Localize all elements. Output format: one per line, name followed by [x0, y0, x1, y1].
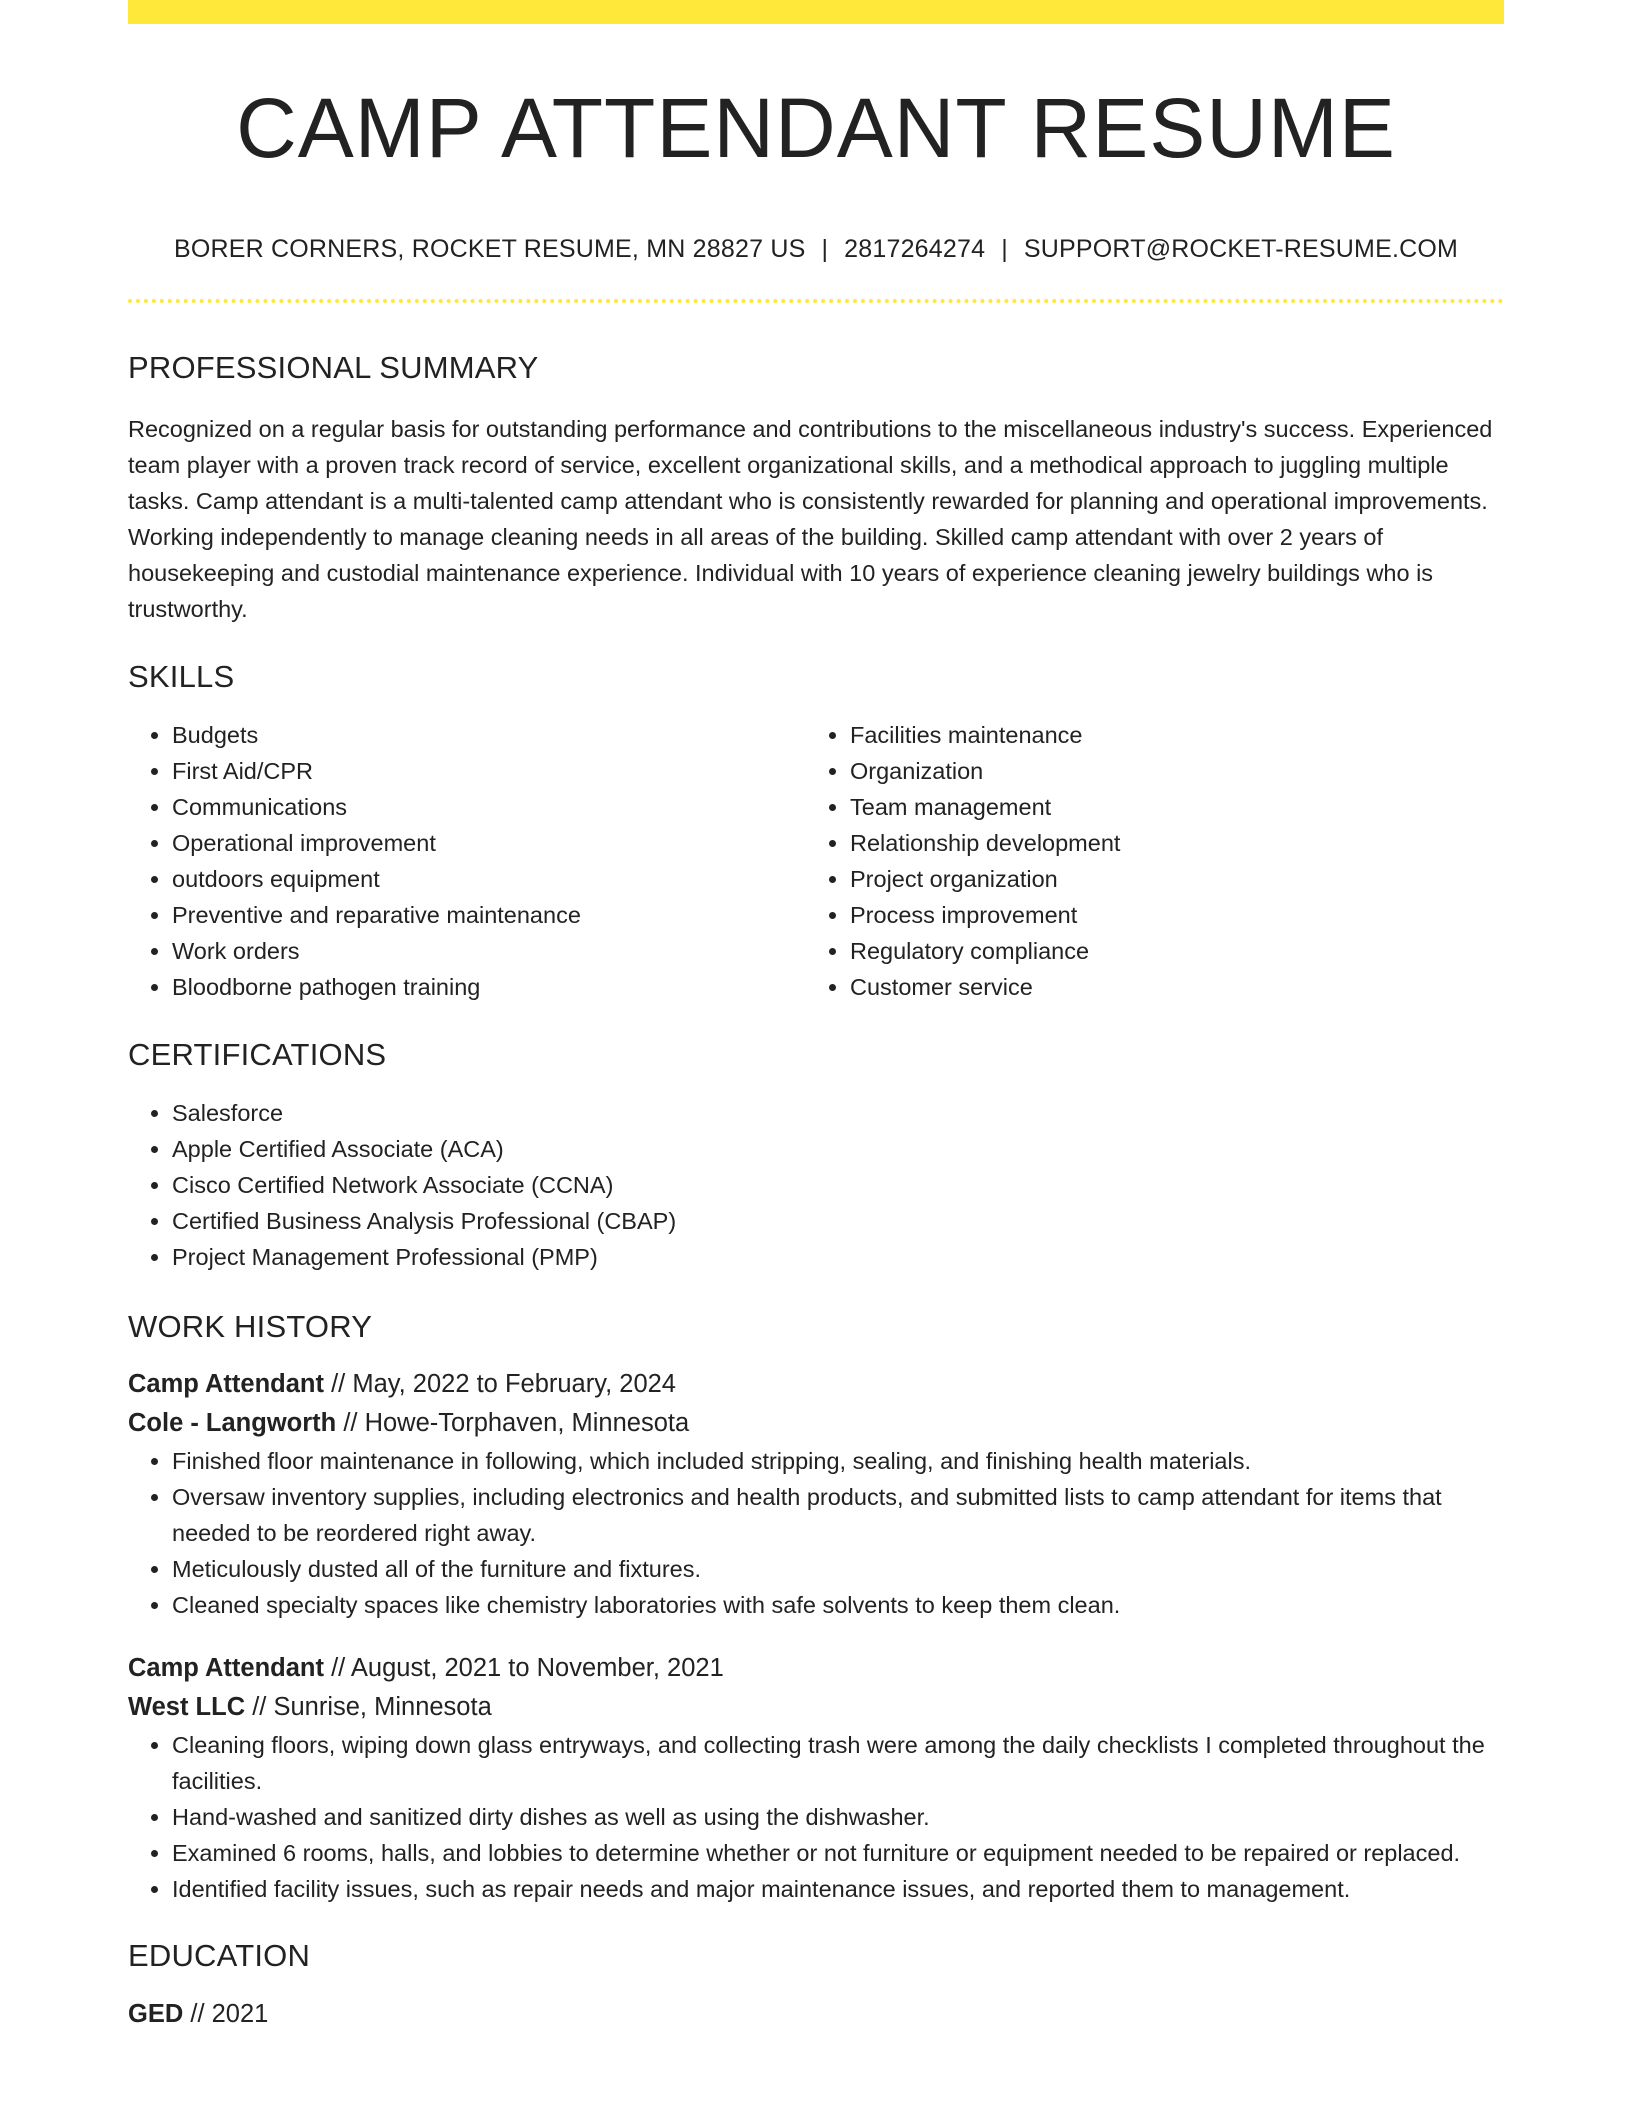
- skill-item: • Regulatory compliance: [850, 933, 1484, 969]
- education-degree: GED: [128, 2000, 184, 2028]
- resume-title: CAMP ATTENDANT RESUME: [236, 81, 1396, 175]
- job-bullet: • Oversaw inventory supplies, including electronics and health products, and submitted lists to camp attendant for items that needed to be reordered right away.: [172, 1479, 1504, 1551]
- education-heading: EDUCATION: [128, 1938, 311, 1973]
- job-entry: [128, 1649, 1504, 1907]
- skill-item: • Budgets: [172, 717, 806, 753]
- education-year: // 2021: [190, 2000, 269, 2028]
- job-title-line: [128, 1649, 1504, 1688]
- skill-item: • Communications: [172, 789, 806, 825]
- job-bullet: • Meticulously dusted all of the furniture and fixtures.: [172, 1551, 1504, 1587]
- contact-line: [128, 237, 1504, 262]
- job-title: Camp Attendant: [128, 1370, 324, 1398]
- skills-list-left: [128, 717, 806, 1005]
- skills-heading: SKILLS: [128, 659, 235, 694]
- job-title: Camp Attendant: [128, 1654, 324, 1682]
- skill-item: • Project organization: [850, 861, 1484, 897]
- certification-item: • Cisco Certified Network Associate (CCNA): [172, 1167, 1504, 1203]
- contact-phone: 2817264274: [844, 235, 986, 263]
- job-dates: // August, 2021 to November, 2021: [331, 1654, 724, 1682]
- job-company: Cole - Langworth: [128, 1409, 337, 1437]
- certification-item: • Apple Certified Associate (ACA): [172, 1131, 1504, 1167]
- contact-email: SUPPORT@ROCKET-RESUME.COM: [1023, 235, 1459, 263]
- skills-column-left: [128, 717, 806, 1005]
- contact-address: BORER CORNERS, ROCKET RESUME, MN 28827 US: [173, 235, 806, 263]
- job-bullet: • Hand-washed and sanitized dirty dishes as well as using the dishwasher.: [172, 1799, 1504, 1835]
- certifications-list: [128, 1095, 1504, 1275]
- job-bullet: • Finished floor maintenance in following, which included stripping, sealing, and finishing health materials.: [172, 1443, 1504, 1479]
- skills-section: [128, 661, 1504, 1005]
- skill-item: • Operational improvement: [172, 825, 806, 861]
- work-history-heading: WORK HISTORY: [128, 1309, 373, 1344]
- job-company-line: [128, 1688, 1504, 1727]
- job-bullets: [128, 1727, 1504, 1907]
- contact-separator: |: [821, 235, 829, 263]
- skills-columns: [128, 717, 1504, 1005]
- jobs-list: [128, 1365, 1504, 1907]
- skill-item: • outdoors equipment: [172, 861, 806, 897]
- contact-separator: |: [1001, 235, 1008, 263]
- job-dates: // May, 2022 to February, 2024: [331, 1370, 676, 1398]
- job-bullet: • Cleaning floors, wiping down glass entryways, and collecting trash were among the daily checklists I completed throughout the facilities.: [172, 1727, 1504, 1799]
- skill-item: • Bloodborne pathogen training: [172, 969, 806, 1005]
- summary-heading: PROFESSIONAL SUMMARY: [128, 350, 539, 385]
- job-bullet: • Examined 6 rooms, halls, and lobbies to determine whether or not furniture or equipment needed to be repaired or replaced.: [172, 1835, 1504, 1871]
- skill-item: • Relationship development: [850, 825, 1484, 861]
- resume-page: [128, 0, 1504, 2034]
- certifications-section: [128, 1039, 1504, 1275]
- job-company-line: [128, 1404, 1504, 1443]
- job-company: West LLC: [128, 1693, 246, 1721]
- education-entry: [128, 1995, 1504, 2034]
- skill-item: • Process improvement: [850, 897, 1484, 933]
- accent-top-bar: [128, 0, 1504, 24]
- job-bullet: • Identified facility issues, such as repair needs and major maintenance issues, and reported them to management.: [172, 1871, 1504, 1907]
- education-section: [128, 1940, 1504, 2034]
- skill-item: • Organization: [850, 753, 1484, 789]
- skills-column-right: [806, 717, 1484, 1005]
- dotted-divider: [128, 299, 1504, 303]
- skill-item: • Customer service: [850, 969, 1484, 1005]
- job-location: // Howe-Torphaven, Minnesota: [343, 1409, 690, 1437]
- job-location: // Sunrise, Minnesota: [252, 1693, 492, 1721]
- certifications-heading: CERTIFICATIONS: [128, 1037, 387, 1072]
- work-history-section: [128, 1311, 1504, 1907]
- certification-item: • Salesforce: [172, 1095, 1504, 1131]
- job-entry: [128, 1365, 1504, 1623]
- summary-section: [128, 352, 1504, 627]
- certification-item: • Project Management Professional (PMP): [172, 1239, 1504, 1275]
- skill-item: • Preventive and reparative maintenance: [172, 897, 806, 933]
- skill-item: • Work orders: [172, 933, 806, 969]
- skill-item: • Team management: [850, 789, 1484, 825]
- skills-list-right: [806, 717, 1484, 1005]
- job-title-line: [128, 1365, 1504, 1404]
- job-bullets: [128, 1443, 1504, 1623]
- skill-item: • Facilities maintenance: [850, 717, 1484, 753]
- certification-item: • Certified Business Analysis Professional (CBAP): [172, 1203, 1504, 1239]
- job-bullet: • Cleaned specialty spaces like chemistry laboratories with safe solvents to keep them clean.: [172, 1587, 1504, 1623]
- skill-item: • First Aid/CPR: [172, 753, 806, 789]
- summary-text: Recognized on a regular basis for outstanding performance and contributions to the miscellaneous industry's success. Experienced team player with a proven track record of service, excellent organizational skills, and a methodical approach to juggling multiple tasks. Camp attendant is a multi-talented camp attendant who is consistently rewarded for planning and operational improvements. Working independently to manage cleaning needs in all areas of the building. Skilled camp attendant with over 2 years of housekeeping and custodial maintenance experience. Individual with 10 years of experience cleaning jewelry buildings who is trustworthy.: [128, 416, 1493, 622]
